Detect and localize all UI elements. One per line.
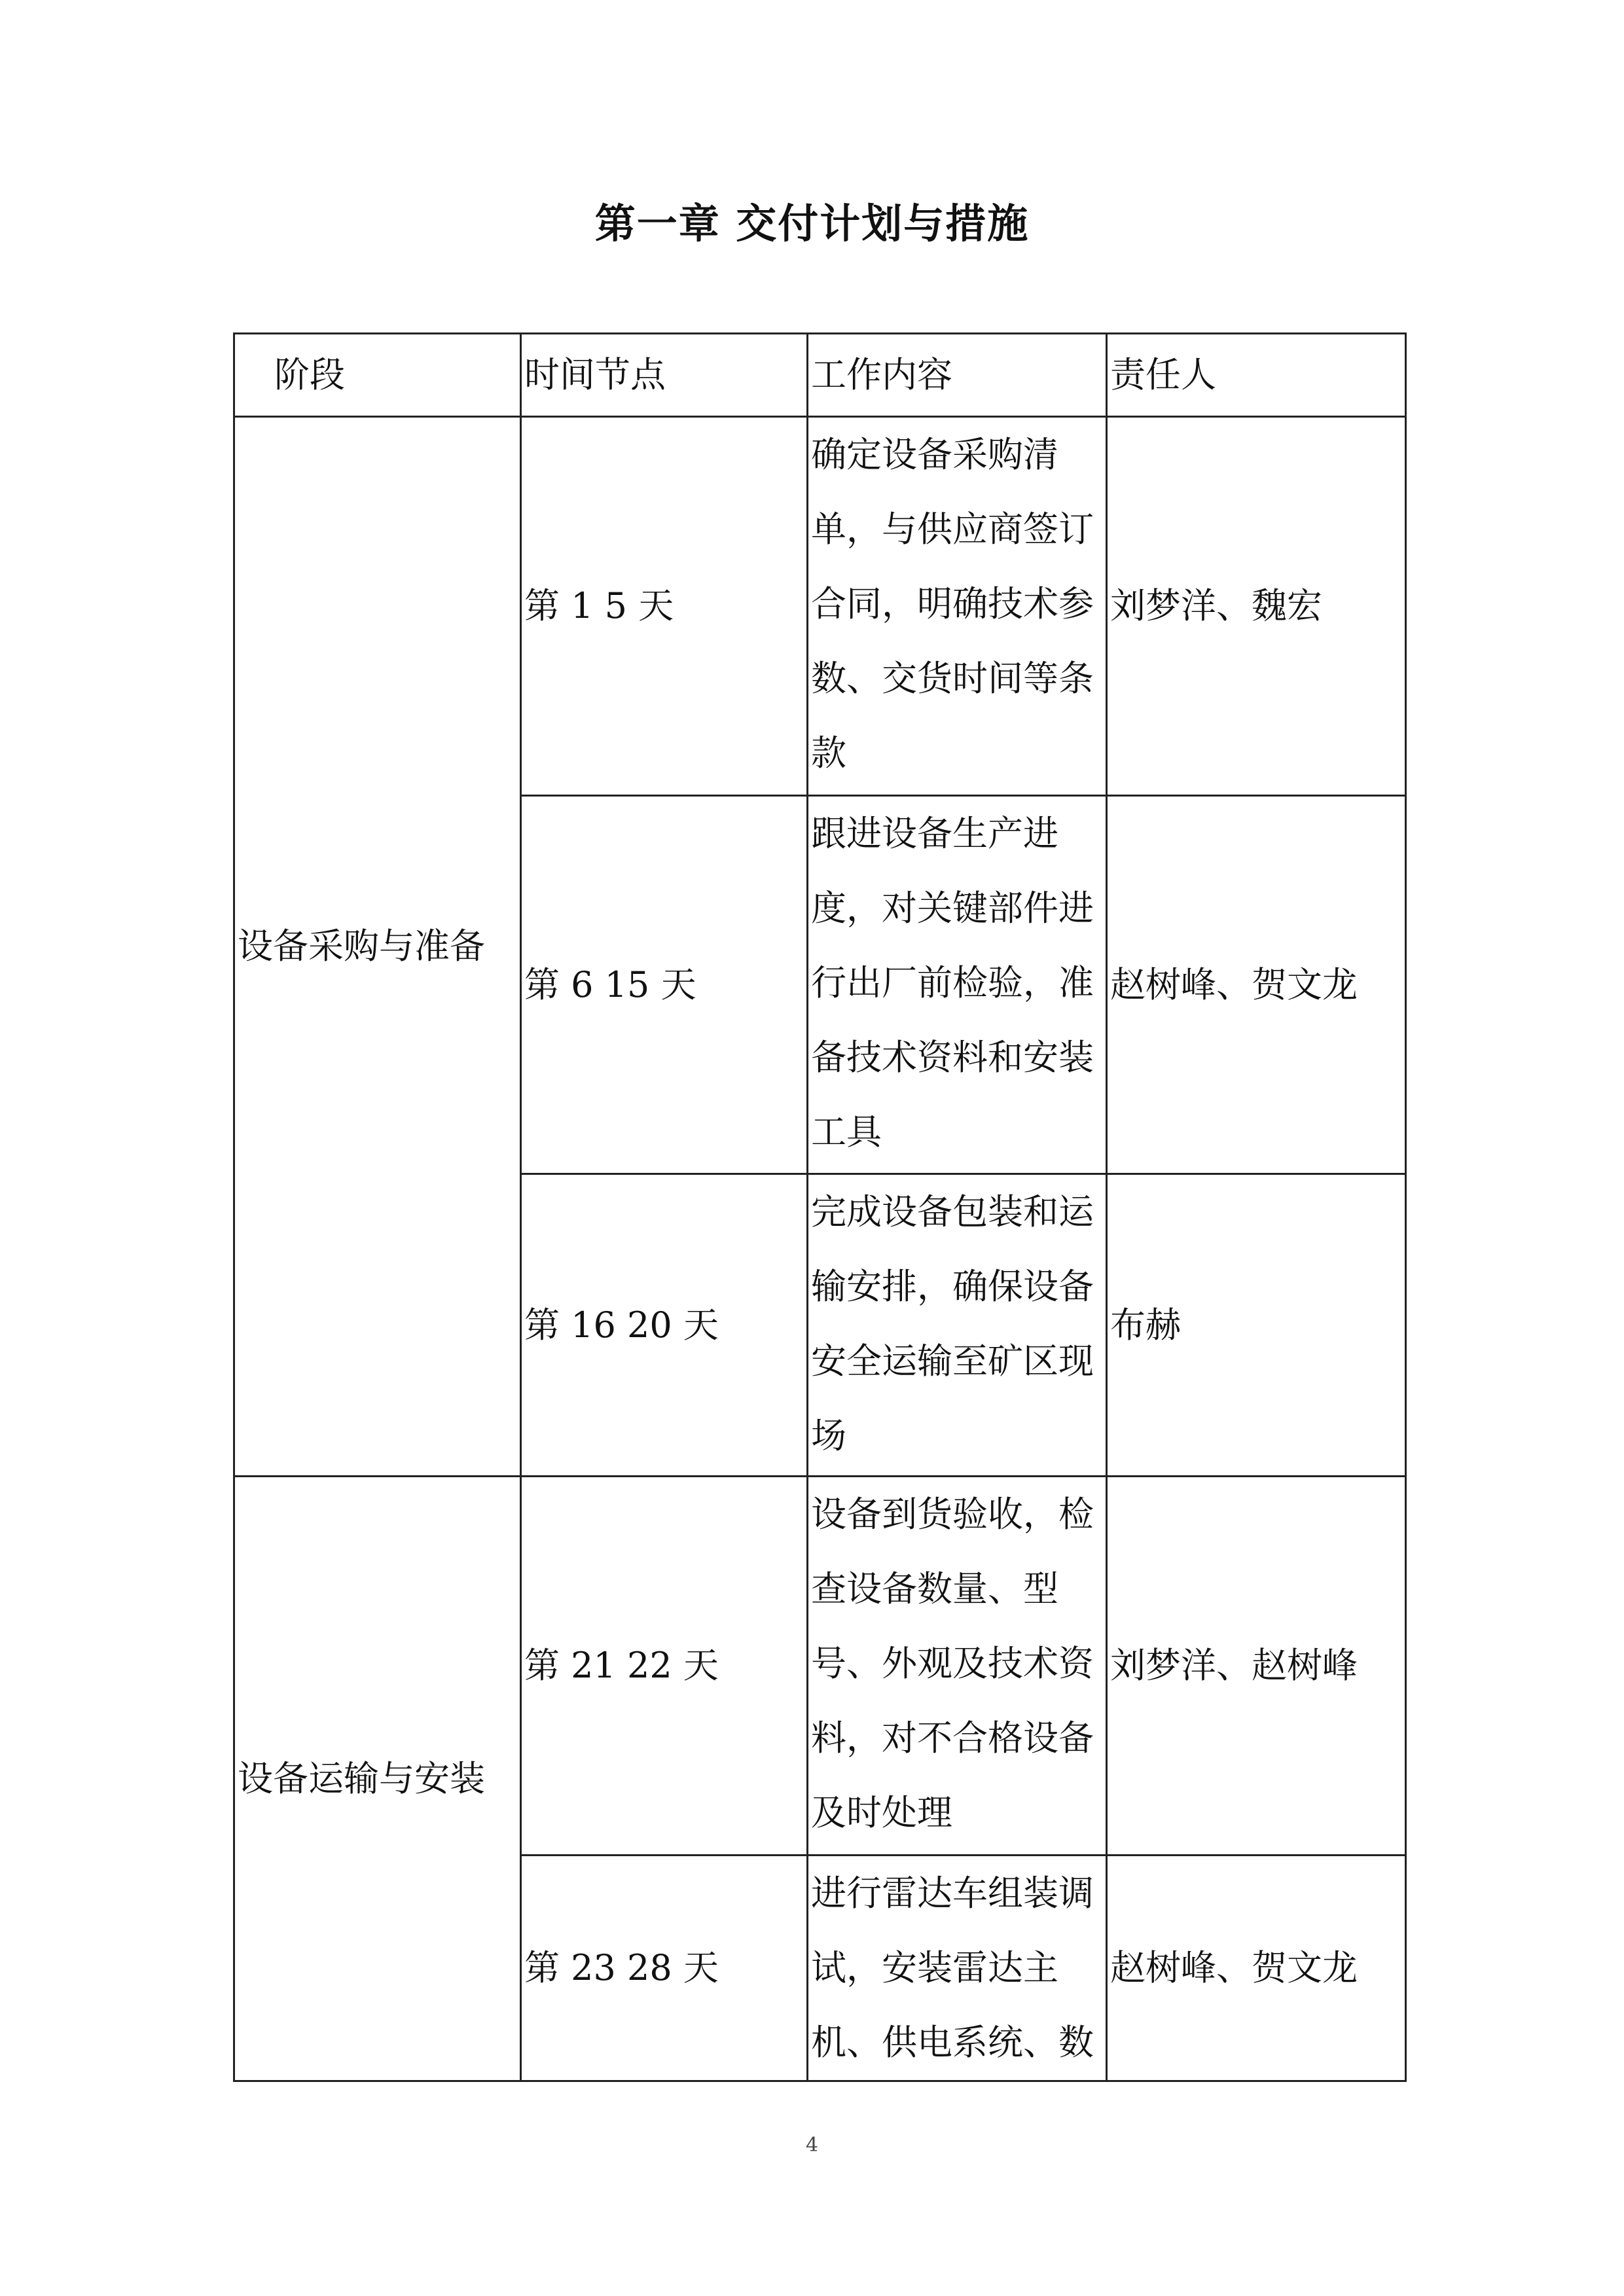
time-cell: 第 16 20 天	[521, 1174, 808, 1477]
table-row	[234, 1477, 1406, 1856]
content-cell: 设备到货验收，检查设备数量、型号、外观及技术资料，对不合格设备及时处理	[808, 1477, 1107, 1856]
header-owner: 责任人	[1107, 334, 1406, 417]
content-cell: 跟进设备生产进度，对关键部件进行出厂前检验，准备技术资料和安装工具	[808, 796, 1107, 1174]
delivery-plan-table	[233, 332, 1407, 2082]
owner-cell: 刘梦洋、赵树峰	[1107, 1477, 1406, 1856]
stage-cell: 设备运输与安装	[234, 1477, 521, 2081]
table-row	[234, 417, 1406, 796]
table-header-row	[234, 334, 1406, 417]
time-cell: 第 1 5 天	[521, 417, 808, 796]
owner-cell: 布赫	[1107, 1174, 1406, 1477]
stage-cell: 设备采购与准备	[234, 417, 521, 1477]
header-content: 工作内容	[808, 334, 1107, 417]
page-number: 4	[805, 2134, 819, 2157]
content-cell: 进行雷达车组装调试，安装雷达主机、供电系统、数	[808, 1856, 1107, 2081]
content-cell: 确定设备采购清单，与供应商签订合同，明确技术参数、交货时间等条款	[808, 417, 1107, 796]
time-cell: 第 6 15 天	[521, 796, 808, 1174]
owner-cell: 赵树峰、贺文龙	[1107, 1856, 1406, 2081]
time-cell: 第 21 22 天	[521, 1477, 808, 1856]
content-cell: 完成设备包装和运输安排，确保设备安全运输至矿区现场	[808, 1174, 1107, 1477]
header-time: 时间节点	[521, 334, 808, 417]
header-stage: 阶段	[234, 334, 521, 417]
owner-cell: 赵树峰、贺文龙	[1107, 796, 1406, 1174]
time-cell: 第 23 28 天	[521, 1856, 808, 2081]
owner-cell: 刘梦洋、魏宏	[1107, 417, 1406, 796]
page-title: 第一章 交付计划与措施	[594, 200, 1030, 247]
